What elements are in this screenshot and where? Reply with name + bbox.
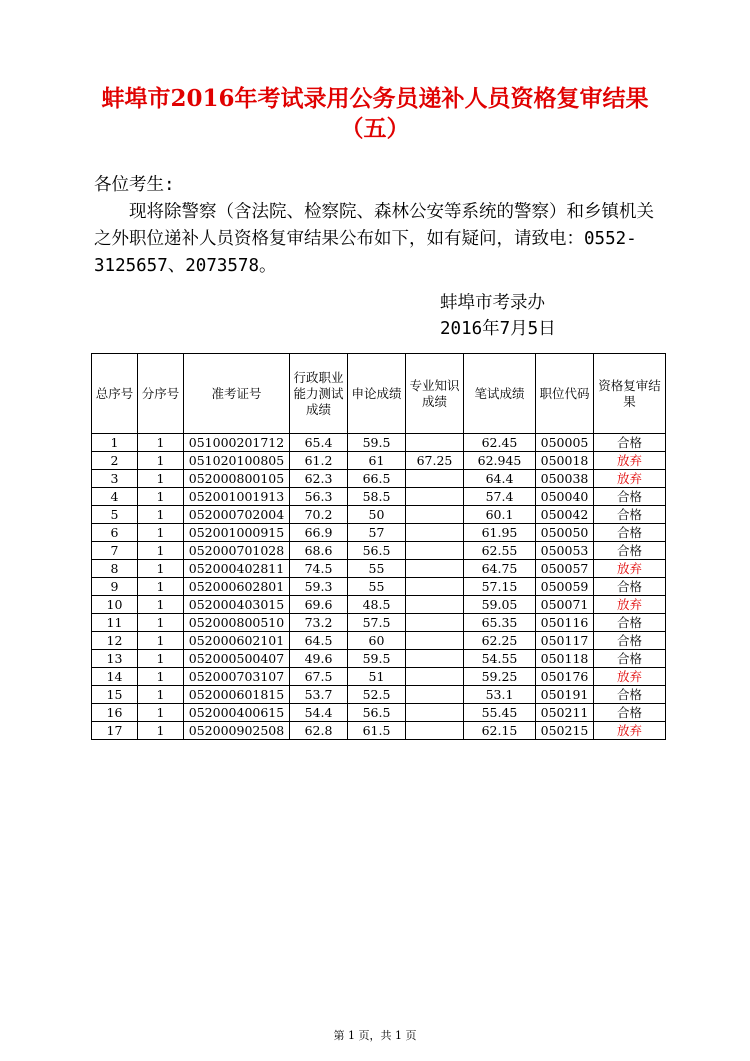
cell-position: 050038 <box>536 470 594 488</box>
cell-shenlun: 52.5 <box>348 686 406 704</box>
cell-sub-no: 1 <box>138 488 184 506</box>
signature-date: 2016年7月5日 <box>440 319 556 339</box>
table-row <box>92 668 666 686</box>
cell-total-no: 13 <box>92 650 138 668</box>
cell-exam-id: 052000703107 <box>184 668 290 686</box>
table-row <box>92 650 666 668</box>
cell-result: 合格 <box>594 614 666 632</box>
cell-result: 合格 <box>594 632 666 650</box>
cell-exam-id: 052000602801 <box>184 578 290 596</box>
cell-position: 050071 <box>536 596 594 614</box>
cell-position: 050118 <box>536 650 594 668</box>
header-result: 资格复审结果 <box>594 354 666 434</box>
cell-shenlun: 48.5 <box>348 596 406 614</box>
table-row <box>92 578 666 596</box>
cell-position: 050053 <box>536 542 594 560</box>
notice <box>94 172 654 280</box>
cell-total-no: 4 <box>92 488 138 506</box>
cell-exam-id: 052000902508 <box>184 722 290 740</box>
cell-result: 合格 <box>594 506 666 524</box>
cell-total-no: 1 <box>92 434 138 452</box>
table-row <box>92 452 666 470</box>
cell-position: 050191 <box>536 686 594 704</box>
cell-exam-id: 052000800105 <box>184 470 290 488</box>
cell-zhuanye <box>406 632 464 650</box>
cell-exam-id: 051020100805 <box>184 452 290 470</box>
cell-zhuanye: 67.25 <box>406 452 464 470</box>
cell-xingce: 61.2 <box>290 452 348 470</box>
cell-result: 合格 <box>594 488 666 506</box>
table-row <box>92 560 666 578</box>
cell-zhuanye <box>406 560 464 578</box>
cell-position: 050040 <box>536 488 594 506</box>
cell-xingce: 70.2 <box>290 506 348 524</box>
cell-sub-no: 1 <box>138 704 184 722</box>
cell-shenlun: 56.5 <box>348 542 406 560</box>
cell-total-no: 14 <box>92 668 138 686</box>
cell-position: 050059 <box>536 578 594 596</box>
table-row <box>92 542 666 560</box>
cell-result: 放弃 <box>594 560 666 578</box>
cell-bishi: 61.95 <box>464 524 536 542</box>
cell-shenlun: 61 <box>348 452 406 470</box>
cell-xingce: 67.5 <box>290 668 348 686</box>
title-line-1: 蚌埠市2016年考试录用公务员递补人员资格复审结果 <box>101 85 649 112</box>
table-header-row <box>92 354 666 434</box>
table-row <box>92 632 666 650</box>
cell-xingce: 73.2 <box>290 614 348 632</box>
cell-shenlun: 51 <box>348 668 406 686</box>
cell-total-no: 10 <box>92 596 138 614</box>
table-row <box>92 470 666 488</box>
cell-sub-no: 1 <box>138 650 184 668</box>
cell-exam-id: 052000800510 <box>184 614 290 632</box>
table-row <box>92 434 666 452</box>
cell-bishi: 62.15 <box>464 722 536 740</box>
cell-position: 050117 <box>536 632 594 650</box>
cell-bishi: 57.15 <box>464 578 536 596</box>
cell-exam-id: 052000702004 <box>184 506 290 524</box>
table-row <box>92 704 666 722</box>
cell-shenlun: 55 <box>348 560 406 578</box>
cell-exam-id: 052000601815 <box>184 686 290 704</box>
cell-shenlun: 66.5 <box>348 470 406 488</box>
signature-org: 蚌埠市考录办 <box>440 293 545 313</box>
cell-result: 合格 <box>594 524 666 542</box>
notice-greeting: 各位考生: <box>94 175 175 195</box>
cell-total-no: 12 <box>92 632 138 650</box>
cell-sub-no: 1 <box>138 596 184 614</box>
cell-sub-no: 1 <box>138 722 184 740</box>
cell-result: 合格 <box>594 650 666 668</box>
cell-sub-no: 1 <box>138 452 184 470</box>
cell-zhuanye <box>406 614 464 632</box>
header-sub-no: 分序号 <box>138 354 184 434</box>
cell-exam-id: 052000403015 <box>184 596 290 614</box>
cell-result: 放弃 <box>594 668 666 686</box>
cell-total-no: 7 <box>92 542 138 560</box>
cell-result: 合格 <box>594 578 666 596</box>
cell-bishi: 62.55 <box>464 542 536 560</box>
cell-xingce: 49.6 <box>290 650 348 668</box>
cell-bishi: 55.45 <box>464 704 536 722</box>
cell-zhuanye <box>406 506 464 524</box>
cell-zhuanye <box>406 524 464 542</box>
cell-exam-id: 052000500407 <box>184 650 290 668</box>
cell-result: 放弃 <box>594 722 666 740</box>
cell-shenlun: 50 <box>348 506 406 524</box>
cell-result: 放弃 <box>594 452 666 470</box>
header-zhuanye: 专业知识成绩 <box>406 354 464 434</box>
cell-sub-no: 1 <box>138 668 184 686</box>
cell-bishi: 64.4 <box>464 470 536 488</box>
cell-xingce: 65.4 <box>290 434 348 452</box>
cell-total-no: 16 <box>92 704 138 722</box>
header-total-no: 总序号 <box>92 354 138 434</box>
header-position: 职位代码 <box>536 354 594 434</box>
cell-shenlun: 61.5 <box>348 722 406 740</box>
cell-position: 050211 <box>536 704 594 722</box>
cell-zhuanye <box>406 650 464 668</box>
cell-result: 合格 <box>594 704 666 722</box>
cell-xingce: 53.7 <box>290 686 348 704</box>
cell-zhuanye <box>406 668 464 686</box>
cell-result: 合格 <box>594 434 666 452</box>
cell-shenlun: 56.5 <box>348 704 406 722</box>
cell-bishi: 54.55 <box>464 650 536 668</box>
cell-shenlun: 59.5 <box>348 650 406 668</box>
cell-result: 合格 <box>594 686 666 704</box>
cell-sub-no: 1 <box>138 686 184 704</box>
cell-exam-id: 052001000915 <box>184 524 290 542</box>
cell-exam-id: 052001001913 <box>184 488 290 506</box>
cell-total-no: 17 <box>92 722 138 740</box>
cell-sub-no: 1 <box>138 524 184 542</box>
cell-zhuanye <box>406 578 464 596</box>
cell-xingce: 64.5 <box>290 632 348 650</box>
results-table <box>91 353 666 740</box>
cell-position: 050057 <box>536 560 594 578</box>
header-exam-id: 准考证号 <box>184 354 290 434</box>
cell-bishi: 62.25 <box>464 632 536 650</box>
cell-bishi: 59.25 <box>464 668 536 686</box>
cell-total-no: 9 <box>92 578 138 596</box>
cell-exam-id: 051000201712 <box>184 434 290 452</box>
cell-position: 050042 <box>536 506 594 524</box>
cell-zhuanye <box>406 542 464 560</box>
page-footer: 第 1 页，共 1 页 <box>333 1029 417 1042</box>
header-xingce: 行政职业能力测试成绩 <box>290 354 348 434</box>
cell-sub-no: 1 <box>138 434 184 452</box>
cell-xingce: 62.3 <box>290 470 348 488</box>
cell-sub-no: 1 <box>138 542 184 560</box>
cell-zhuanye <box>406 722 464 740</box>
cell-exam-id: 052000402811 <box>184 560 290 578</box>
cell-total-no: 8 <box>92 560 138 578</box>
cell-xingce: 59.3 <box>290 578 348 596</box>
title-line-2: （五） <box>340 115 410 142</box>
cell-zhuanye <box>406 686 464 704</box>
cell-sub-no: 1 <box>138 506 184 524</box>
cell-position: 050176 <box>536 668 594 686</box>
signature <box>440 290 556 342</box>
cell-zhuanye <box>406 596 464 614</box>
cell-bishi: 62.45 <box>464 434 536 452</box>
cell-bishi: 59.05 <box>464 596 536 614</box>
table-row <box>92 506 666 524</box>
cell-total-no: 11 <box>92 614 138 632</box>
cell-bishi: 57.4 <box>464 488 536 506</box>
cell-zhuanye <box>406 704 464 722</box>
cell-xingce: 74.5 <box>290 560 348 578</box>
table-row <box>92 488 666 506</box>
cell-bishi: 60.1 <box>464 506 536 524</box>
cell-position: 050018 <box>536 452 594 470</box>
cell-shenlun: 58.5 <box>348 488 406 506</box>
cell-exam-id: 052000602101 <box>184 632 290 650</box>
cell-xingce: 69.6 <box>290 596 348 614</box>
cell-bishi: 64.75 <box>464 560 536 578</box>
cell-sub-no: 1 <box>138 560 184 578</box>
cell-position: 050050 <box>536 524 594 542</box>
cell-position: 050215 <box>536 722 594 740</box>
cell-position: 050005 <box>536 434 594 452</box>
cell-zhuanye <box>406 434 464 452</box>
cell-zhuanye <box>406 488 464 506</box>
cell-xingce: 62.8 <box>290 722 348 740</box>
cell-total-no: 2 <box>92 452 138 470</box>
cell-bishi: 65.35 <box>464 614 536 632</box>
cell-sub-no: 1 <box>138 614 184 632</box>
cell-bishi: 62.945 <box>464 452 536 470</box>
cell-xingce: 54.4 <box>290 704 348 722</box>
cell-shenlun: 59.5 <box>348 434 406 452</box>
cell-shenlun: 55 <box>348 578 406 596</box>
cell-shenlun: 57.5 <box>348 614 406 632</box>
notice-body: 现将除警察（含法院、检察院、森林公安等系统的警察）和乡镇机关之外职位递补人员资格复审结果公布如下，如有疑问，请致电：0552-3125657、2073578。 <box>94 202 654 276</box>
cell-total-no: 15 <box>92 686 138 704</box>
cell-result: 放弃 <box>594 470 666 488</box>
cell-bishi: 53.1 <box>464 686 536 704</box>
cell-sub-no: 1 <box>138 578 184 596</box>
cell-xingce: 68.6 <box>290 542 348 560</box>
document-title <box>0 84 750 144</box>
table-row <box>92 614 666 632</box>
cell-sub-no: 1 <box>138 632 184 650</box>
cell-exam-id: 052000701028 <box>184 542 290 560</box>
table-row <box>92 686 666 704</box>
cell-sub-no: 1 <box>138 470 184 488</box>
cell-total-no: 5 <box>92 506 138 524</box>
cell-total-no: 3 <box>92 470 138 488</box>
cell-exam-id: 052000400615 <box>184 704 290 722</box>
cell-xingce: 56.3 <box>290 488 348 506</box>
cell-total-no: 6 <box>92 524 138 542</box>
table-row <box>92 596 666 614</box>
cell-zhuanye <box>406 470 464 488</box>
header-bishi: 笔试成绩 <box>464 354 536 434</box>
cell-xingce: 66.9 <box>290 524 348 542</box>
cell-shenlun: 60 <box>348 632 406 650</box>
cell-position: 050116 <box>536 614 594 632</box>
cell-shenlun: 57 <box>348 524 406 542</box>
table-row <box>92 524 666 542</box>
cell-result: 合格 <box>594 542 666 560</box>
cell-result: 放弃 <box>594 596 666 614</box>
table-row <box>92 722 666 740</box>
header-shenlun: 申论成绩 <box>348 354 406 434</box>
